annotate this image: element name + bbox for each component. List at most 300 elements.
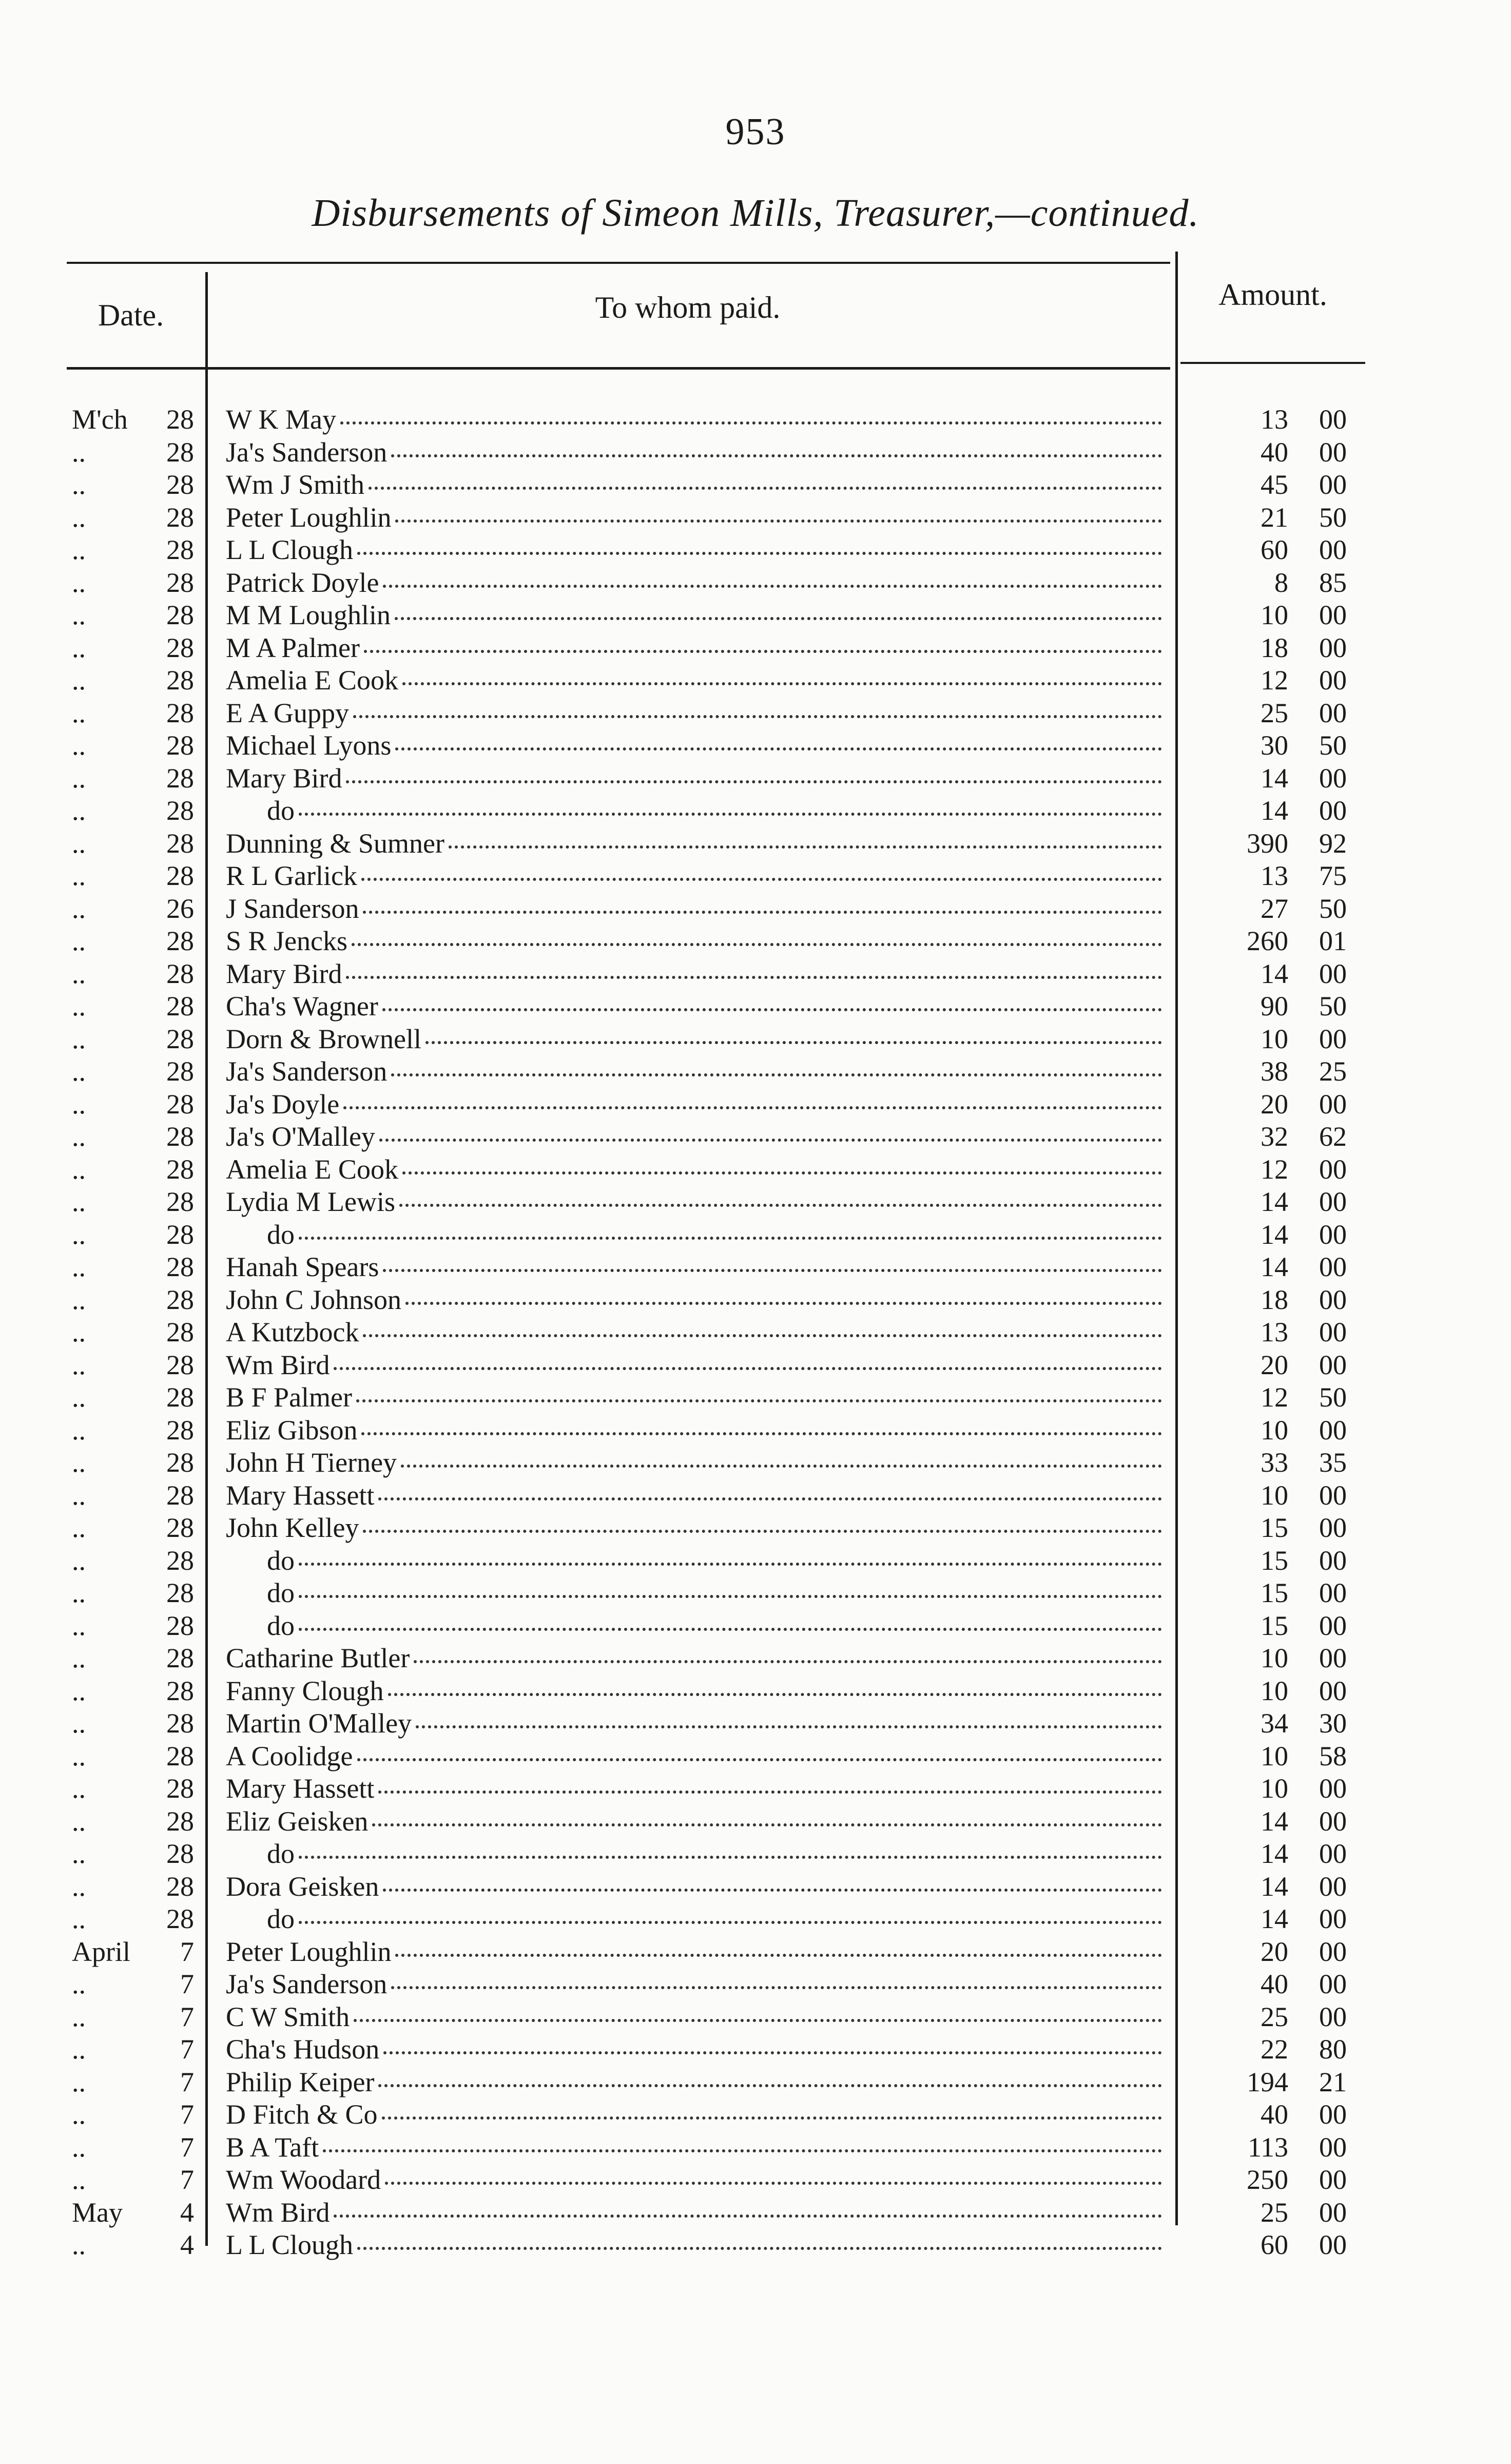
payee-cell: [226, 2228, 1165, 2261]
dot-leader: [383, 1269, 1162, 1272]
table-row: [0, 2098, 1511, 2131]
date-day: 28: [166, 567, 194, 598]
table-row: [0, 1283, 1511, 1316]
table-row: [0, 1740, 1511, 1773]
date-month: ..: [72, 502, 86, 533]
payee-name: A Coolidge: [226, 1741, 353, 1772]
payee-name: M A Palmer: [226, 632, 360, 663]
amount-dollars: 10: [1261, 1415, 1288, 1446]
amount-dollars: 12: [1261, 1382, 1288, 1413]
date-day: 28: [166, 926, 194, 956]
amount-cell: [1196, 1902, 1360, 1935]
date-month: ..: [72, 1447, 86, 1478]
amount-dollars: 40: [1261, 2099, 1288, 2130]
dot-leader: [361, 878, 1162, 881]
dot-leader: [357, 1758, 1162, 1761]
table-row: [0, 2033, 1511, 2066]
date-day: 7: [180, 2164, 194, 2195]
amount-dollars: 8: [1274, 567, 1288, 598]
amount-cents: 50: [1319, 1382, 1347, 1413]
amount-cents: 00: [1319, 1512, 1347, 1543]
payee-name: Eliz Geisken: [226, 1806, 369, 1837]
amount-cents: 00: [1319, 1284, 1347, 1315]
amount-cell: [1196, 2098, 1360, 2131]
payee-name: E A Guppy: [226, 698, 350, 728]
payee-cell: [226, 762, 1165, 795]
date-day: 28: [166, 1676, 194, 1706]
date-month: ..: [72, 469, 86, 500]
payee-name: L L Clough: [226, 534, 353, 565]
amount-dollars: 10: [1261, 1480, 1288, 1511]
date-month: ..: [72, 1252, 86, 1282]
amount-dollars: 13: [1261, 860, 1288, 891]
payee-cell: [226, 1968, 1165, 2000]
date-month: ..: [72, 534, 86, 565]
amount-cell: [1196, 403, 1360, 436]
payee-cell: [226, 1218, 1165, 1251]
payee-name: Wm Bird: [226, 1350, 330, 1380]
date-day: 28: [166, 1577, 194, 1608]
amount-cell: [1196, 1837, 1360, 1870]
dot-leader: [391, 454, 1162, 457]
payee-name: Wm J Smith: [226, 469, 365, 500]
payee-name: Peter Loughlin: [226, 1936, 392, 1967]
date-month: May: [72, 2197, 123, 2228]
date-day: 7: [180, 2067, 194, 2097]
amount-dollars: 45: [1261, 469, 1288, 500]
payee-cell: [226, 1772, 1165, 1805]
dot-leader: [299, 1595, 1162, 1598]
date-day: 7: [180, 2099, 194, 2130]
table-row: [0, 1218, 1511, 1251]
amount-dollars: 10: [1261, 1676, 1288, 1706]
date-day: 28: [166, 958, 194, 989]
amount-cents: 80: [1319, 2034, 1347, 2065]
amount-cell: [1196, 1446, 1360, 1479]
date-day: 28: [166, 502, 194, 533]
payee-cell: [226, 1283, 1165, 1316]
dot-leader: [299, 1921, 1162, 1924]
date-day: 28: [166, 1121, 194, 1152]
payee-cell: [226, 2131, 1165, 2164]
amount-dollars: 15: [1261, 1577, 1288, 1608]
dot-leader: [395, 747, 1162, 750]
amount-cell: [1196, 1968, 1360, 2000]
payee-name: D Fitch & Co: [226, 2099, 378, 2130]
date-month: ..: [72, 665, 86, 696]
date-day: 7: [180, 2132, 194, 2163]
date-month: ..: [72, 1545, 86, 1576]
amount-dollars: 20: [1261, 1936, 1288, 1967]
date-day: 7: [180, 1936, 194, 1967]
amount-dollars: 194: [1247, 2067, 1288, 2097]
dot-leader: [346, 976, 1162, 979]
date-month: ..: [72, 1317, 86, 1348]
amount-dollars: 25: [1261, 2197, 1288, 2228]
amount-cents: 00: [1319, 1969, 1347, 1999]
dot-leader: [369, 487, 1162, 490]
amount-header-rule: [1180, 362, 1365, 364]
payee-cell: [226, 1544, 1165, 1577]
amount-dollars: 15: [1261, 1610, 1288, 1641]
amount-cell: [1196, 2131, 1360, 2164]
payee-cell: [226, 2098, 1165, 2131]
amount-cell: [1196, 2066, 1360, 2099]
payee-name: Eliz Gibson: [226, 1415, 358, 1446]
payee-cell: [226, 1511, 1165, 1544]
date-day: 28: [166, 1382, 194, 1413]
date-day: 28: [166, 600, 194, 630]
payee-name: do: [267, 1903, 295, 1934]
dot-leader: [378, 1497, 1162, 1500]
date-day: 28: [166, 1806, 194, 1837]
payee-cell: [226, 1902, 1165, 1935]
dot-leader: [383, 585, 1162, 588]
amount-cents: 00: [1319, 2229, 1347, 2260]
date-month: ..: [72, 1219, 86, 1250]
dot-leader: [343, 1106, 1162, 1109]
table-row: [0, 1120, 1511, 1153]
amount-dollars: 14: [1261, 1219, 1288, 1250]
payee-name: do: [267, 1610, 295, 1641]
amount-dollars: 20: [1261, 1350, 1288, 1380]
date-month: ..: [72, 567, 86, 598]
amount-dollars: 15: [1261, 1512, 1288, 1543]
table-row: [0, 2066, 1511, 2099]
table-row: [0, 729, 1511, 762]
amount-dollars: 25: [1261, 698, 1288, 728]
payee-cell: [226, 1674, 1165, 1707]
table-row: [0, 1805, 1511, 1838]
table-row: [0, 1772, 1511, 1805]
date-day: 4: [180, 2229, 194, 2260]
amount-dollars: 14: [1261, 1903, 1288, 1934]
payee-name: Amelia E Cook: [226, 1154, 398, 1185]
amount-cents: 00: [1319, 469, 1347, 500]
date-month: ..: [72, 763, 86, 794]
date-month: ..: [72, 1577, 86, 1608]
dot-leader: [364, 650, 1162, 653]
table-row: [0, 1055, 1511, 1088]
date-month: ..: [72, 1806, 86, 1837]
payee-name: Wm Woodard: [226, 2164, 381, 2195]
table-row: [0, 1707, 1511, 1740]
payee-cell: [226, 1381, 1165, 1414]
table-row: [0, 1316, 1511, 1349]
dot-leader: [299, 813, 1162, 816]
dot-leader: [357, 552, 1162, 555]
amount-cents: 00: [1319, 437, 1347, 468]
amount-dollars: 22: [1261, 2034, 1288, 2065]
amount-cents: 00: [1319, 1643, 1347, 1673]
date-day: 28: [166, 1350, 194, 1380]
payee-cell: [226, 1055, 1165, 1088]
amount-cell: [1196, 566, 1360, 599]
payee-cell: [226, 599, 1165, 631]
amount-cell: [1196, 1120, 1360, 1153]
payee-cell: [226, 436, 1165, 469]
amount-dollars: 14: [1261, 1252, 1288, 1282]
date-month: ..: [72, 1121, 86, 1152]
amount-cell: [1196, 1642, 1360, 1674]
payee-name: John C Johnson: [226, 1284, 402, 1315]
amount-cents: 00: [1319, 2164, 1347, 2195]
table-row: [0, 1674, 1511, 1707]
payee-name: Ja's Doyle: [226, 1089, 340, 1120]
amount-dollars: 27: [1261, 893, 1288, 924]
dot-leader: [388, 1693, 1162, 1696]
amount-dollars: 14: [1261, 763, 1288, 794]
payee-cell: [226, 1642, 1165, 1674]
payee-cell: [226, 1609, 1165, 1642]
date-day: 28: [166, 1219, 194, 1250]
date-month: ..: [72, 2164, 86, 2195]
table-row: [0, 892, 1511, 925]
amount-dollars: 10: [1261, 1024, 1288, 1054]
amount-cell: [1196, 957, 1360, 990]
dot-leader: [402, 682, 1162, 685]
dot-leader: [363, 911, 1162, 914]
dot-leader: [363, 1334, 1162, 1337]
dot-leader: [378, 1791, 1162, 1794]
amount-column-header: Amount.: [1218, 278, 1327, 312]
date-month: ..: [72, 2001, 86, 2032]
amount-cents: 25: [1319, 1056, 1347, 1087]
amount-cents: 00: [1319, 1676, 1347, 1706]
amount-cell: [1196, 794, 1360, 827]
date-day: 28: [166, 1643, 194, 1673]
date-day: 26: [166, 893, 194, 924]
date-day: 28: [166, 1415, 194, 1446]
dot-leader: [356, 1399, 1162, 1402]
payee-cell: [226, 533, 1165, 566]
amount-cents: 00: [1319, 763, 1347, 794]
payee-cell: [226, 1576, 1165, 1609]
header-top-rule: [67, 262, 1170, 264]
table-row: [0, 2196, 1511, 2229]
date-month: M'ch: [72, 404, 128, 435]
date-month: ..: [72, 1186, 86, 1217]
amount-dollars: 30: [1261, 730, 1288, 761]
dot-leader: [299, 1237, 1162, 1240]
payee-name: A Kutzbock: [226, 1317, 359, 1348]
date-day: 28: [166, 1447, 194, 1478]
amount-cell: [1196, 1805, 1360, 1838]
table-row: [0, 697, 1511, 729]
date-month: ..: [72, 437, 86, 468]
payee-name: Peter Loughlin: [226, 502, 392, 533]
payee-cell: [226, 1740, 1165, 1773]
dot-leader: [395, 1954, 1162, 1957]
date-month: ..: [72, 958, 86, 989]
table-row: [0, 762, 1511, 795]
date-day: 28: [166, 795, 194, 826]
date-month: ..: [72, 1610, 86, 1641]
dot-leader: [340, 421, 1162, 425]
dot-leader: [334, 1367, 1162, 1370]
table-row: [0, 533, 1511, 566]
amount-cell: [1196, 1153, 1360, 1186]
amount-cell: [1196, 533, 1360, 566]
amount-cents: 00: [1319, 1415, 1347, 1446]
amount-dollars: 12: [1261, 1154, 1288, 1185]
table-row: [0, 1935, 1511, 1968]
payee-name: Mary Bird: [226, 958, 342, 989]
payee-cell: [226, 1088, 1165, 1121]
amount-dollars: 10: [1261, 1741, 1288, 1772]
amount-cents: 00: [1319, 1610, 1347, 1641]
dot-leader: [401, 1465, 1162, 1468]
amount-cents: 00: [1319, 1154, 1347, 1185]
amount-cell: [1196, 1316, 1360, 1349]
payee-name: W K May: [226, 404, 336, 435]
table-row: [0, 1023, 1511, 1055]
amount-cell: [1196, 468, 1360, 501]
date-month: ..: [72, 1056, 86, 1087]
payee-name: S R Jencks: [226, 926, 348, 956]
amount-dollars: 15: [1261, 1545, 1288, 1576]
dot-leader: [372, 1823, 1162, 1826]
table-row: [0, 1902, 1511, 1935]
date-month: ..: [72, 860, 86, 891]
amount-dollars: 113: [1248, 2132, 1288, 2163]
dot-leader: [361, 1432, 1162, 1435]
date-month: ..: [72, 1643, 86, 1673]
amount-dollars: 13: [1261, 404, 1288, 435]
amount-dollars: 20: [1261, 1089, 1288, 1120]
amount-dollars: 14: [1261, 958, 1288, 989]
payee-name: Fanny Clough: [226, 1676, 384, 1706]
date-day: 28: [166, 1089, 194, 1120]
date-day: 28: [166, 1252, 194, 1282]
amount-cell: [1196, 1088, 1360, 1121]
dot-leader: [353, 715, 1162, 718]
payee-cell: [226, 1707, 1165, 1740]
payee-cell: [226, 1349, 1165, 1381]
amount-cents: 75: [1319, 860, 1347, 891]
payee-cell: [226, 2033, 1165, 2066]
amount-cents: 00: [1319, 1350, 1347, 1380]
dot-leader: [383, 1889, 1162, 1892]
dot-leader: [425, 1041, 1162, 1044]
dot-leader: [382, 2116, 1162, 2120]
table-row: [0, 1250, 1511, 1283]
dot-leader: [382, 1008, 1162, 1011]
amount-cell: [1196, 1218, 1360, 1251]
amount-cell: [1196, 1544, 1360, 1577]
amount-dollars: 10: [1261, 600, 1288, 630]
amount-cell: [1196, 2196, 1360, 2229]
payee-name: Mary Hassett: [226, 1773, 375, 1804]
date-day: 28: [166, 1512, 194, 1543]
amount-cents: 00: [1319, 1089, 1347, 1120]
amount-cents: 50: [1319, 991, 1347, 1022]
dot-leader: [383, 2051, 1162, 2054]
date-day: 28: [166, 1024, 194, 1054]
amount-cents: 00: [1319, 1317, 1347, 1348]
amount-dollars: 33: [1261, 1447, 1288, 1478]
amount-dollars: 40: [1261, 1969, 1288, 1999]
date-day: 28: [166, 763, 194, 794]
payee-cell: [226, 925, 1165, 957]
date-month: ..: [72, 2099, 86, 2130]
table-row: [0, 925, 1511, 957]
date-month: ..: [72, 2132, 86, 2163]
table-row: [0, 1576, 1511, 1609]
amount-cents: 01: [1319, 926, 1347, 956]
payee-name: Cha's Hudson: [226, 2034, 380, 2065]
amount-cents: 00: [1319, 1838, 1347, 1869]
date-month: ..: [72, 991, 86, 1022]
amount-cents: 00: [1319, 1545, 1347, 1576]
payee-cell: [226, 664, 1165, 697]
payee-cell: [226, 2163, 1165, 2196]
table-row: [0, 1185, 1511, 1218]
table-row: [0, 1414, 1511, 1447]
dot-leader: [299, 1856, 1162, 1859]
dot-leader: [334, 2215, 1162, 2218]
amount-cents: 00: [1319, 665, 1347, 696]
date-day: 28: [166, 698, 194, 728]
payee-name: do: [267, 1577, 295, 1608]
payee-cell: [226, 2196, 1165, 2229]
dot-leader: [402, 1171, 1162, 1175]
payee-name: do: [267, 795, 295, 826]
amount-cell: [1196, 1414, 1360, 1447]
payee-name: Philip Keiper: [226, 2067, 375, 2097]
amount-cents: 00: [1319, 1024, 1347, 1054]
date-day: 28: [166, 404, 194, 435]
table-row: [0, 859, 1511, 892]
payee-name: Hanah Spears: [226, 1252, 379, 1282]
dot-leader: [395, 617, 1162, 620]
amount-cell: [1196, 1055, 1360, 1088]
amount-cents: 62: [1319, 1121, 1347, 1152]
payee-cell: [226, 859, 1165, 892]
dot-leader: [399, 1204, 1162, 1207]
date-month: ..: [72, 600, 86, 630]
table-row: [0, 957, 1511, 990]
payee-name: Lydia M Lewis: [226, 1186, 395, 1217]
payee-cell: [226, 2000, 1165, 2033]
amount-dollars: 260: [1247, 926, 1288, 956]
date-month: ..: [72, 1741, 86, 1772]
date-month: ..: [72, 1024, 86, 1054]
payee-name: do: [267, 1838, 295, 1869]
table-row: [0, 1968, 1511, 2000]
amount-cell: [1196, 729, 1360, 762]
date-day: 28: [166, 1154, 194, 1185]
payee-name: Mary Hassett: [226, 1480, 375, 1511]
amount-dollars: 250: [1247, 2164, 1288, 2195]
table-row: [0, 631, 1511, 664]
amount-cell: [1196, 1674, 1360, 1707]
date-month: ..: [72, 730, 86, 761]
date-day: 28: [166, 534, 194, 565]
table-row: [0, 664, 1511, 697]
table-row: [0, 2163, 1511, 2196]
table-row: [0, 1837, 1511, 1870]
dot-leader: [385, 2182, 1162, 2185]
amount-cents: 92: [1319, 828, 1347, 859]
payee-name: John Kelley: [226, 1512, 359, 1543]
dot-leader: [405, 1302, 1162, 1305]
date-day: 28: [166, 860, 194, 891]
amount-cents: 00: [1319, 1252, 1347, 1282]
table-row: [0, 827, 1511, 860]
table-row: [0, 2000, 1511, 2033]
payee-name: Mary Bird: [226, 763, 342, 794]
